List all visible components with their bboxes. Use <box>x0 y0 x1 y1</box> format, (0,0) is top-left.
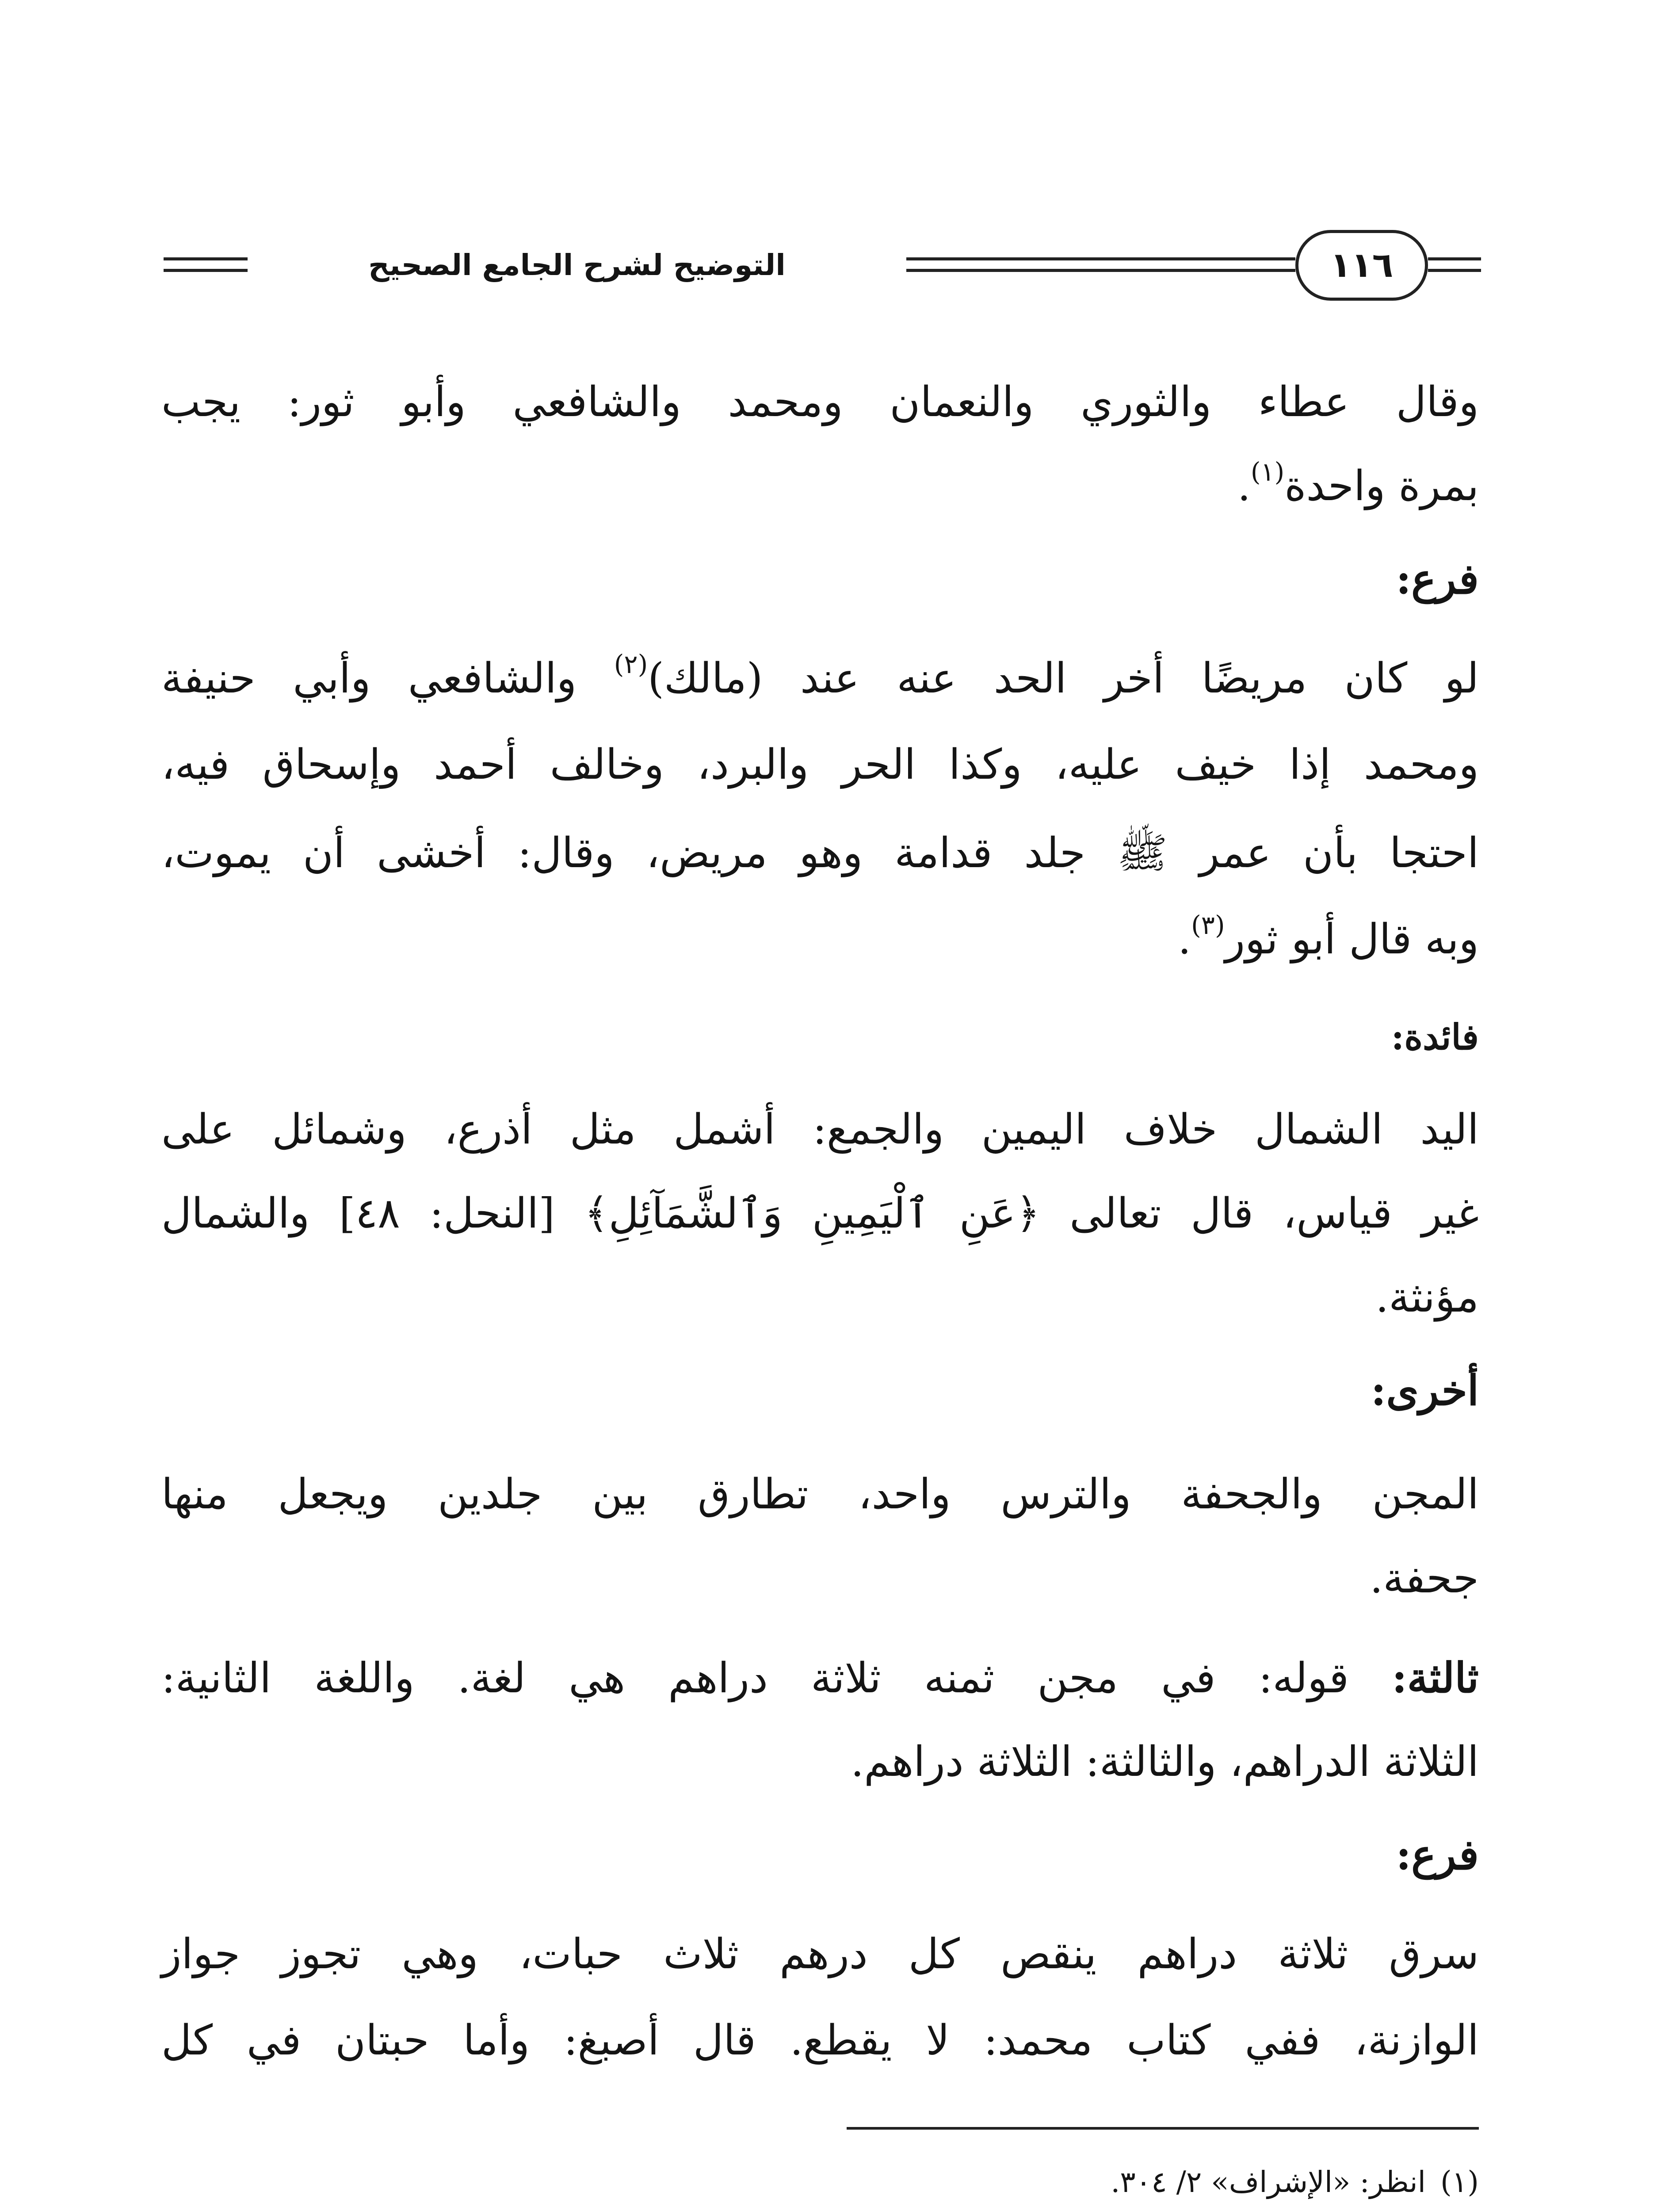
footnote-separator <box>847 2127 1479 2130</box>
text-line-8-content: غير قياس، قال تعالى ﴿عَنِ ٱلْيَمِينِ وَٱلشَّمَآئِلِ﴾ [النحل: ٤٨] والشمال <box>161 1190 1479 1238</box>
page-number-badge <box>1295 230 1428 301</box>
text-line-2 <box>161 444 1479 528</box>
text-line-6-period: . <box>1178 915 1191 964</box>
footnote-1-text: انظر: «الإشراف» ٢/ ٣٠٤. <box>1111 2165 1426 2199</box>
text-line-4 <box>161 723 1479 807</box>
text-line-4-content: ومحمد إذا خيف عليه، وكذا الحر والبرد، وخالف أحمد وإسحاق فيه، <box>161 741 1479 789</box>
header-rule-middle-bottom <box>906 269 1295 272</box>
text-line-3-content-b: والشافعي وأبي حنيفة <box>161 654 614 703</box>
text-line-10-content: المجن والجحفة والترس واحد، تطارق بين جلدين ويجعل منها <box>161 1470 1479 1519</box>
text-line-14 <box>161 1913 1479 1997</box>
text-line-13-content: الثلاثة الدراهم، والثالثة: الثلاثة دراهم. <box>851 1738 1479 1786</box>
text-line-10 <box>161 1453 1479 1537</box>
text-line-9 <box>161 1256 1479 1340</box>
text-line-9-content: مؤنثة. <box>1375 1274 1479 1322</box>
section-heading-ukhra: أخرى: <box>1371 1366 1479 1415</box>
text-line-14-content: سرق ثلاثة دراهم ينقص كل درهم ثلاث حبات، وهي تجوز جواز <box>161 1930 1479 1978</box>
footnote-ref-2[interactable]: (٢) <box>614 649 648 679</box>
footnote-ref-3[interactable]: (٣) <box>1191 910 1225 940</box>
text-line-6 <box>161 898 1479 982</box>
text-line-3 <box>161 637 1479 721</box>
text-line-7-content: اليد الشمال خلاف اليمين والجمع: أشمل مثل أذرع، وشمائل على <box>161 1106 1479 1154</box>
footnote-1 <box>161 2154 1479 2211</box>
text-line-15 <box>161 1999 1479 2083</box>
header-rule-left-bottom <box>164 269 248 272</box>
footnote-ref-1[interactable]: (١) <box>1250 457 1285 487</box>
header-title: التوضيح لشرح الجامع الصحيح <box>368 248 786 282</box>
header-rule-left-top <box>164 257 248 260</box>
text-line-2-content: بمرة واحدة <box>1284 462 1479 510</box>
text-line-2-period: . <box>1237 462 1251 510</box>
text-line-6-content: وبه قال أبو ثور <box>1225 915 1479 964</box>
section-heading-far-1: فرع: <box>1396 555 1479 604</box>
header-rule-right-bottom <box>1428 269 1481 272</box>
text-line-1 <box>161 360 1479 444</box>
text-line-11-content: جحفة. <box>1370 1554 1479 1603</box>
text-line-12-label: ثالثة: <box>1392 1654 1479 1702</box>
text-line-3-content-a: لو كان مريضًا أخر الحد عنه عند (مالك) <box>648 654 1479 703</box>
text-line-5-content: احتجا بأن عمر ﷺ جلد قدامة وهو مريض، وقال: أخشى أن يموت، <box>161 829 1479 877</box>
header-rule-middle-top <box>906 257 1295 260</box>
text-line-12 <box>161 1636 1479 1720</box>
running-header <box>164 230 1481 301</box>
text-line-12-content: قوله: في مجن ثمنه ثلاثة دراهم هي لغة. واللغة الثانية: <box>161 1654 1392 1702</box>
text-line-15-content: الوازنة، ففي كتاب محمد: لا يقطع. قال أصبغ: وأما حبتان في كل <box>161 2016 1479 2065</box>
text-line-11 <box>161 1537 1479 1621</box>
text-line-7 <box>161 1088 1479 1172</box>
section-heading-faida: فائدة: <box>1391 1016 1479 1058</box>
text-line-8 <box>161 1172 1479 1256</box>
page-number: ١١٦ <box>1330 245 1394 285</box>
footnote-1-number: (١) <box>1440 2165 1479 2199</box>
text-line-13 <box>161 1720 1479 1804</box>
section-heading-far-2: فرع: <box>1396 1831 1479 1879</box>
text-line-5 <box>161 811 1479 895</box>
text-line-1-content: وقال عطاء والثوري والنعمان ومحمد والشافعي وأبو ثور: يجب <box>161 378 1479 426</box>
header-rule-right-top <box>1428 257 1481 260</box>
